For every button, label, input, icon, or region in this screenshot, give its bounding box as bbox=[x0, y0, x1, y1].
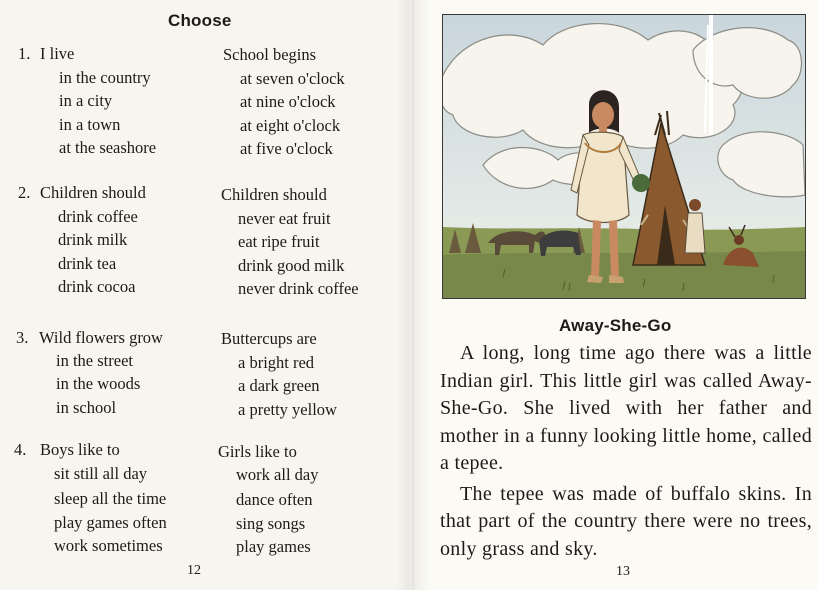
left-options bbox=[58, 205, 138, 299]
question-2 bbox=[18, 181, 398, 301]
right-stem: Children should bbox=[221, 185, 327, 204]
question-1 bbox=[18, 42, 398, 162]
option: a bright red bbox=[238, 352, 315, 372]
option: sit still all day bbox=[54, 464, 148, 483]
story-paragraph-1: A long, long time ago there was a little Indian girl. This little girl was called Away-She-Go. She lived with her father and mother in a funny looking little home, called a tepee. bbox=[440, 342, 812, 474]
story-title: Away-She-Go bbox=[559, 316, 672, 335]
right-options bbox=[236, 463, 318, 559]
left-stem: I live bbox=[40, 44, 75, 63]
option: in a city bbox=[59, 91, 113, 110]
option: sing songs bbox=[236, 514, 306, 533]
left-options bbox=[56, 349, 140, 420]
left-stem: Boys like to bbox=[40, 440, 120, 459]
question-number: 2. bbox=[18, 183, 31, 202]
option: a pretty yellow bbox=[238, 399, 337, 419]
illustration-drawing bbox=[443, 15, 805, 298]
illustration-away-she-go bbox=[442, 14, 806, 299]
left-options bbox=[54, 462, 167, 558]
left-stem: Children should bbox=[40, 183, 146, 202]
option: never drink coffee bbox=[238, 279, 359, 298]
page-heading: Choose bbox=[168, 11, 232, 30]
right-stem: School begins bbox=[223, 45, 317, 64]
left-options bbox=[59, 66, 156, 160]
option: in school bbox=[56, 397, 117, 417]
book-gutter bbox=[396, 0, 430, 590]
option: in the woods bbox=[56, 374, 141, 393]
question-3 bbox=[16, 326, 396, 426]
right-options bbox=[238, 207, 359, 301]
story-text bbox=[440, 340, 812, 563]
option: work all day bbox=[236, 465, 319, 484]
option: drink coffee bbox=[58, 206, 138, 226]
option: a dark green bbox=[238, 376, 320, 395]
option: in the street bbox=[56, 350, 133, 370]
option: work sometimes bbox=[54, 536, 163, 555]
option: at the seashore bbox=[59, 138, 157, 157]
option: at nine o'clock bbox=[240, 92, 336, 111]
right-options bbox=[240, 67, 345, 161]
question-4 bbox=[14, 438, 394, 563]
option: play games bbox=[236, 537, 311, 556]
option: dance often bbox=[236, 490, 313, 509]
option: at eight o'clock bbox=[240, 115, 341, 135]
right-options bbox=[238, 351, 337, 422]
option: at five o'clock bbox=[240, 139, 333, 158]
option: never eat fruit bbox=[238, 208, 331, 228]
option: drink cocoa bbox=[58, 277, 136, 296]
option: sleep all the time bbox=[54, 489, 167, 508]
page-number-left: 12 bbox=[187, 563, 201, 578]
option: eat ripe fruit bbox=[238, 232, 320, 251]
right-stem: Buttercups are bbox=[221, 329, 317, 348]
question-number: 3. bbox=[16, 328, 29, 347]
option: drink tea bbox=[58, 253, 117, 273]
option: in the country bbox=[59, 67, 151, 87]
page-number-right: 13 bbox=[616, 564, 630, 579]
question-number: 1. bbox=[18, 44, 31, 63]
question-number: 4. bbox=[14, 440, 27, 459]
option: at seven o'clock bbox=[240, 68, 345, 88]
option: play games often bbox=[54, 513, 167, 532]
left-stem: Wild flowers grow bbox=[39, 328, 163, 347]
option: in a town bbox=[59, 114, 121, 134]
story-paragraph-2: The tepee was made of buffalo skins. In that part of the country there were no trees, only grass and sky. bbox=[440, 482, 812, 560]
right-stem: Girls like to bbox=[218, 442, 297, 461]
option: drink good milk bbox=[238, 255, 345, 275]
option: drink milk bbox=[58, 230, 128, 249]
